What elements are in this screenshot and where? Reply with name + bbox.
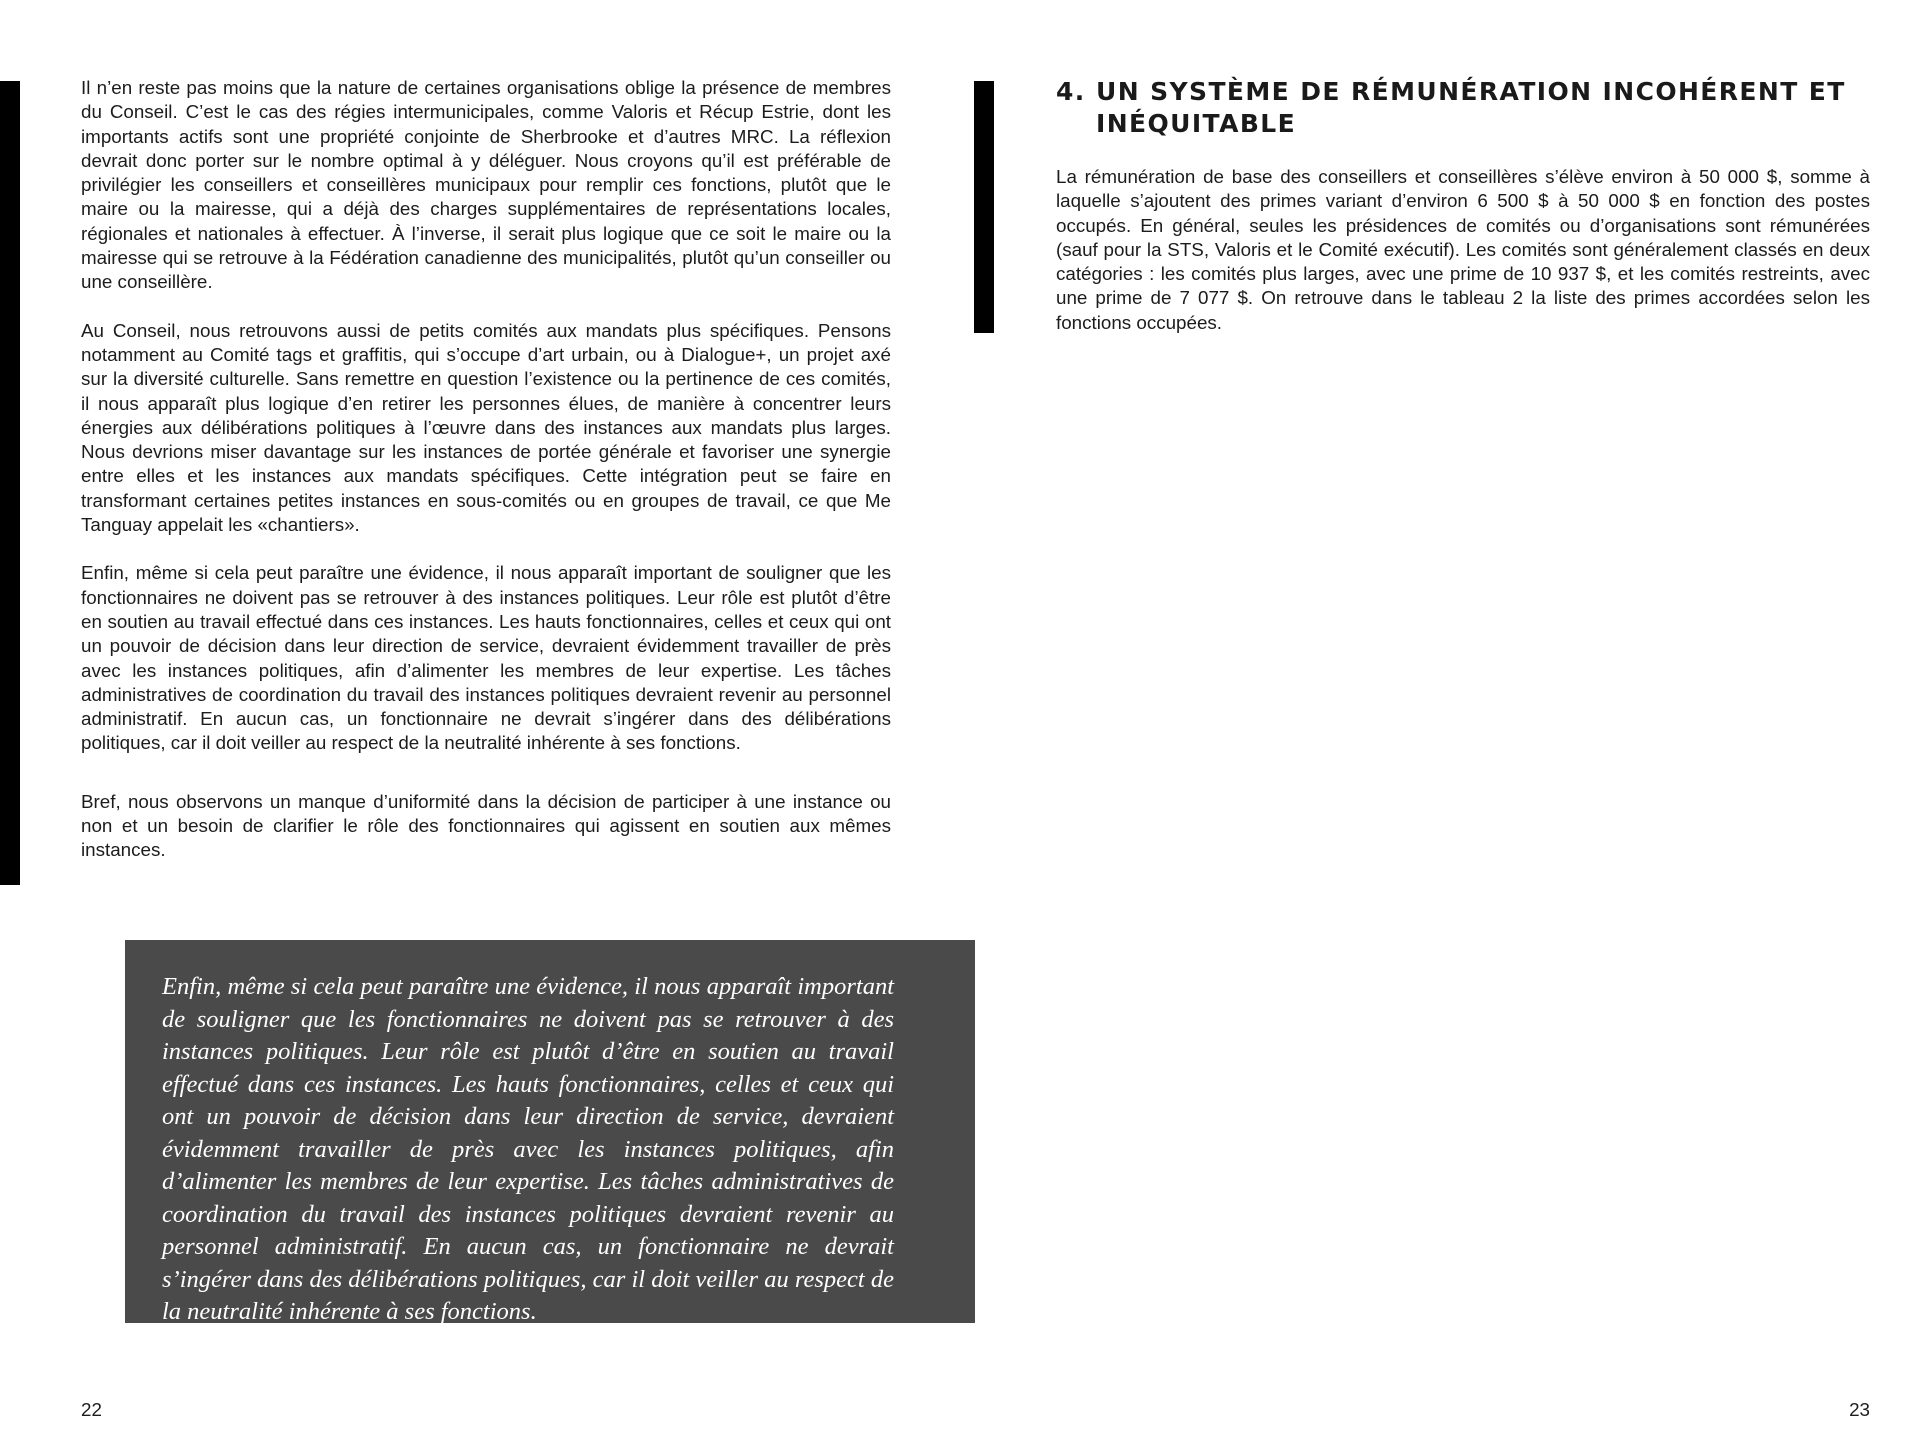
section-accent-bar bbox=[974, 81, 994, 333]
paragraph-organisations: Il n’en reste pas moins que la nature de certaines organisations oblige la présence de membres du Conseil. C’est le cas des régies intermunicipales, comme Valoris et Récup Estrie, dont les importants actifs sont une propriété conjointe de Sherbrooke et d’autres MRC. La réflexion devrait donc porter sur le nombre optimal à y déléguer. Nous croyons qu’il est préférable de privilégier les conseillers et conseillères municipaux pour remplir ces fonctions, plutôt que le maire ou la mairesse, qui a déjà des charges supplémentaires de représentations locales, régionales et nationales à effectuer. À l’inverse, il serait plus logique que ce soit le maire ou la mairesse qui se retrouve à la Fédération canadienne des municipalités, plutôt qu’un conseiller ou une conseillère. bbox=[81, 77, 891, 293]
section-number: 4. bbox=[1056, 77, 1086, 106]
section-title: UN SYSTÈME DE RÉMUNÉRATION INCOHÉRENT ET INÉQUITABLE bbox=[1096, 77, 1846, 138]
paragraph-petits-comites: Au Conseil, nous retrouvons aussi de petits comités aux mandats plus spécifiques. Pensons notamment au Comité tags et graffitis, qui s’occupe d’art urbain, ou à Dialogue+, un projet axé sur la diversité culturelle. Sans remettre en question l’existence ou la pertinence de ces comités, il nous apparaît plus logique d’en retirer les personnes élues, de manière à concentrer leurs énergies aux délibérations politiques à l’œuvre dans des instances aux mandats plus larges. Nous devrions miser davantage sur les instances de portée générale et favoriser une synergie entre elles et les instances aux mandats spécifiques. Cette intégration peut se faire en transformant certaines petites instances en sous-comités ou en groupes de travail, ce que Me Tanguay appelait les «chantiers». bbox=[81, 319, 891, 536]
pull-quote-text: Enfin, même si cela peut paraître une évidence, il nous apparaît important de souligner que les fonctionnaires ne doivent pas se retrouver à des instances politiques. Leur rôle est plutôt d’être en soutien au travail effectué dans ces instances. Les hauts fonctionnaires, celles et ceux qui ont un pouvoir de décision dans leur direction de service, devraient évidemment travailler de près avec les instances politiques, afin d’alimenter les membres de leur expertise. Les tâches administratives de coordination du travail des instances politiques devraient revenir au personnel administratif. En aucun cas, un fonctionnaire ne devrait s’ingérer dans des délibérations politiques, car il doit veiller au respect de la neutralité inhérente à ses fonctions. bbox=[162, 973, 894, 1325]
left-page-body bbox=[81, 76, 891, 887]
right-page-body bbox=[1056, 76, 1870, 359]
left-margin-bar bbox=[0, 81, 20, 885]
pull-quote-box bbox=[125, 940, 975, 1323]
page-number-right: 23 bbox=[1849, 1399, 1870, 1420]
paragraph-fonctionnaires: Enfin, même si cela peut paraître une évidence, il nous apparaît important de souligner que les fonctionnaires ne doivent pas se retrouver à des instances politiques. Leur rôle est plutôt d’être en soutien au travail effectué dans ces instances. Les hauts fonctionnaires, celles et ceux qui ont un pouvoir de décision dans leur direction de service, devraient évidemment travailler de près avec les instances politiques, afin d’alimenter les membres de leur expertise. Les tâches administratives de coordination du travail des instances politiques devraient revenir au personnel administratif. En aucun cas, un fonctionnaire ne devrait s’ingérer dans des délibérations politiques, car il doit veiller au respect de la neutralité inhérente à ses fonctions. bbox=[81, 562, 891, 754]
paragraph-remuneration: La rémunération de base des conseillers et conseillères s’élève environ à 50 000 $, somme à laquelle s’ajoutent des primes variant d’environ 6 500 $ à 50 000 $ en fonction des postes occupés. En général, seules les présidences de comités ou d’organisations sont rémunérées (sauf pour la STS, Valoris et le Comité exécutif). Les comités sont généralement classés en deux catégories : les comités plus larges, avec une prime de 10 937 $, et les comités restreints, avec une prime de 7 077 $. On retrouve dans le tableau 2 la liste des primes accordées selon les fonctions occupées. bbox=[1056, 166, 1870, 333]
page-number-left: 22 bbox=[81, 1399, 102, 1420]
section-heading bbox=[1056, 76, 1870, 140]
paragraph-bref: Bref, nous observons un manque d’uniformité dans la décision de participer à une instance ou non et un besoin de clarifier le rôle des fonctionnaires qui agissent en soutien aux mêmes instances. bbox=[81, 790, 891, 861]
